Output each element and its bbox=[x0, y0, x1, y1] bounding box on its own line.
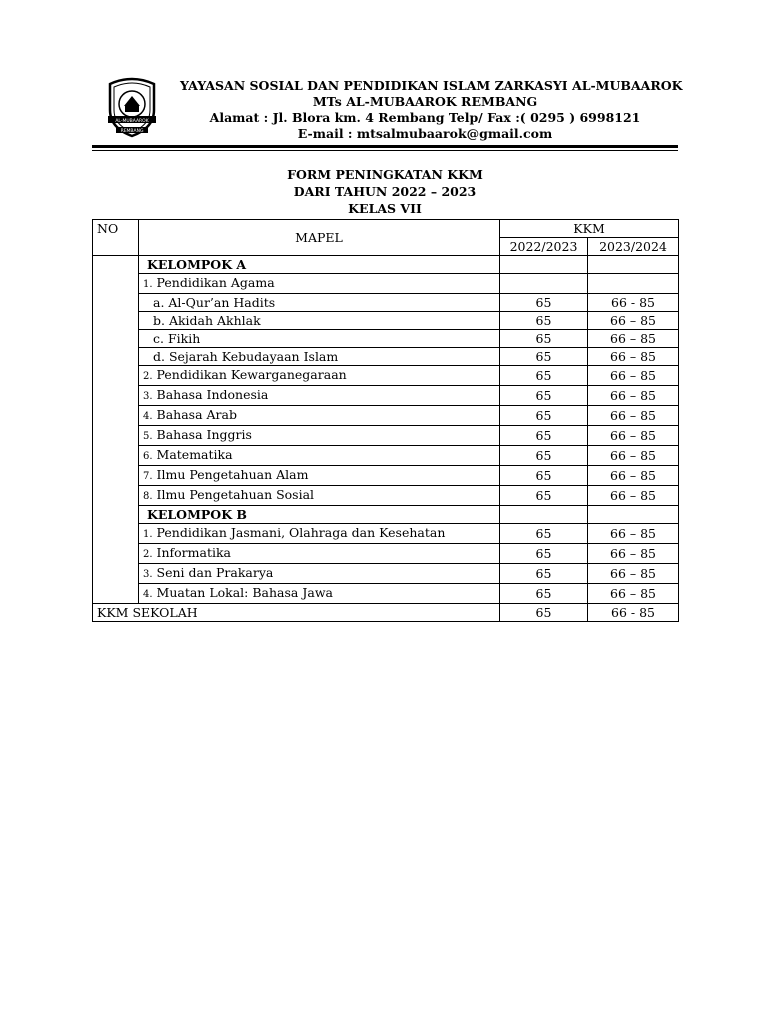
kkm-2022-cell bbox=[500, 506, 588, 524]
form-title-line3: KELAS VII bbox=[348, 201, 422, 216]
subject-cell bbox=[139, 330, 500, 348]
subject-cell bbox=[139, 524, 500, 544]
subject-name: a. Al-Qur’an Hadits bbox=[153, 295, 276, 310]
kkm-2022-cell: 65 bbox=[500, 584, 588, 604]
letterhead bbox=[92, 70, 683, 141]
kkm-2023-cell: 66 – 85 bbox=[588, 584, 679, 604]
table-row bbox=[93, 406, 679, 426]
table-row bbox=[93, 274, 679, 294]
subject-name: Pendidikan Jasmani, Olahraga dan Kesehatan bbox=[156, 525, 446, 540]
school-name: MTs AL-MUBAAROK REMBANG bbox=[312, 94, 538, 109]
kkm-2022-cell: 65 bbox=[500, 466, 588, 486]
letterhead-divider-thick bbox=[92, 145, 678, 148]
kkm-2023-cell: 66 – 85 bbox=[588, 446, 679, 466]
kkm-2023-cell bbox=[588, 274, 679, 294]
kkm-2023-cell: 66 - 85 bbox=[588, 294, 679, 312]
subject-name: c. Fikih bbox=[153, 331, 201, 346]
subject-cell bbox=[139, 486, 500, 506]
kkm-2022-cell bbox=[500, 274, 588, 294]
group-label: KELOMPOK A bbox=[139, 256, 500, 274]
table-row bbox=[93, 330, 679, 348]
kkm-2022-cell bbox=[500, 256, 588, 274]
subject-cell bbox=[139, 544, 500, 564]
subject-name: Informatika bbox=[156, 545, 232, 560]
form-title-line2: DARI TAHUN 2022 – 2023 bbox=[293, 184, 477, 199]
kkm-2022-cell: 65 bbox=[500, 564, 588, 584]
subject-cell bbox=[139, 406, 500, 426]
header-no: NO bbox=[93, 220, 139, 256]
subject-number: 1. bbox=[143, 529, 153, 540]
kkm-2022-cell: 65 bbox=[500, 446, 588, 466]
table-row bbox=[93, 366, 679, 386]
subject-number: 7. bbox=[143, 471, 153, 482]
no-cell bbox=[93, 584, 139, 604]
no-cell bbox=[93, 426, 139, 446]
kkm-2023-cell bbox=[588, 506, 679, 524]
subject-cell bbox=[139, 466, 500, 486]
table-row bbox=[93, 294, 679, 312]
kkm-2022-cell: 65 bbox=[500, 386, 588, 406]
subject-name: b. Akidah Akhlak bbox=[153, 313, 261, 328]
kkm-2023-cell: 66 – 85 bbox=[588, 366, 679, 386]
no-cell bbox=[93, 544, 139, 564]
kkm-2023-cell: 66 – 85 bbox=[588, 564, 679, 584]
subject-name: Pendidikan Agama bbox=[156, 275, 275, 290]
subject-cell bbox=[139, 564, 500, 584]
kkm-2022-cell: 65 bbox=[500, 366, 588, 386]
kkm-2022-cell: 65 bbox=[500, 330, 588, 348]
logo-text-top: AL-MUBAAROK bbox=[115, 119, 149, 124]
subject-cell bbox=[139, 348, 500, 366]
kkm-2023-cell: 66 – 85 bbox=[588, 426, 679, 446]
kkm-2022-cell: 65 bbox=[500, 312, 588, 330]
no-cell bbox=[93, 348, 139, 366]
table-row bbox=[93, 486, 679, 506]
kkm-2022-cell: 65 bbox=[500, 486, 588, 506]
subject-cell bbox=[139, 584, 500, 604]
table-row bbox=[93, 312, 679, 330]
table-row bbox=[93, 426, 679, 446]
subject-name: Ilmu Pengetahuan Sosial bbox=[156, 487, 315, 502]
subject-cell bbox=[139, 366, 500, 386]
kkm-2022-cell: 65 bbox=[500, 544, 588, 564]
no-cell bbox=[93, 564, 139, 584]
table-row bbox=[93, 386, 679, 406]
group-row bbox=[93, 256, 679, 274]
kkm-table bbox=[92, 219, 679, 622]
subject-name: Matematika bbox=[156, 447, 233, 462]
header-year-2022-2023: 2022/2023 bbox=[500, 238, 588, 256]
subject-cell bbox=[139, 294, 500, 312]
subject-number: 8. bbox=[143, 491, 153, 502]
subject-number: 3. bbox=[143, 391, 153, 402]
subject-name: Bahasa Indonesia bbox=[156, 387, 269, 402]
subject-name: d. Sejarah Kebudayaan Islam bbox=[153, 349, 339, 364]
kkm-2022-cell: 65 bbox=[500, 406, 588, 426]
kkm-2023-cell: 66 – 85 bbox=[588, 330, 679, 348]
subject-name: Bahasa Arab bbox=[156, 407, 237, 422]
kkm-2023-cell: 66 – 85 bbox=[588, 386, 679, 406]
header-kkm: KKM bbox=[500, 220, 679, 238]
footer-kkm-2022: 65 bbox=[500, 604, 588, 622]
no-cell bbox=[93, 386, 139, 406]
no-cell bbox=[93, 466, 139, 486]
subject-cell bbox=[139, 446, 500, 466]
subject-name: Seni dan Prakarya bbox=[156, 565, 274, 580]
table-row bbox=[93, 564, 679, 584]
group-row bbox=[93, 506, 679, 524]
subject-name: Bahasa Inggris bbox=[156, 427, 252, 442]
subject-cell bbox=[139, 274, 500, 294]
no-cell bbox=[93, 256, 139, 274]
header-year-2023-2024: 2023/2024 bbox=[588, 238, 679, 256]
letterhead-divider-thin bbox=[92, 150, 678, 151]
subject-name: Muatan Lokal: Bahasa Jawa bbox=[156, 585, 333, 600]
school-logo-icon bbox=[104, 76, 160, 138]
subject-cell bbox=[139, 312, 500, 330]
logo-text-bottom: REMBANG bbox=[120, 129, 144, 134]
footer-row bbox=[93, 604, 679, 622]
kkm-2022-cell: 65 bbox=[500, 524, 588, 544]
subject-cell bbox=[139, 386, 500, 406]
subject-number: 2. bbox=[143, 549, 153, 560]
subject-number: 2. bbox=[143, 371, 153, 382]
no-cell bbox=[93, 366, 139, 386]
kkm-2023-cell: 66 – 85 bbox=[588, 544, 679, 564]
subject-name: Ilmu Pengetahuan Alam bbox=[156, 467, 309, 482]
no-cell bbox=[93, 312, 139, 330]
subject-number: 3. bbox=[143, 569, 153, 580]
kkm-2023-cell: 66 – 85 bbox=[588, 486, 679, 506]
subject-number: 4. bbox=[143, 589, 153, 600]
table-row bbox=[93, 524, 679, 544]
table-row bbox=[93, 446, 679, 466]
subject-cell bbox=[139, 426, 500, 446]
kkm-2022-cell: 65 bbox=[500, 426, 588, 446]
kkm-2023-cell bbox=[588, 256, 679, 274]
no-cell bbox=[93, 330, 139, 348]
header-mapel: MAPEL bbox=[139, 220, 500, 256]
form-title bbox=[92, 166, 678, 217]
table-body bbox=[93, 256, 679, 622]
table-row bbox=[93, 584, 679, 604]
table-row bbox=[93, 466, 679, 486]
subject-number: 1. bbox=[143, 279, 153, 290]
footer-kkm-2023: 66 - 85 bbox=[588, 604, 679, 622]
no-cell bbox=[93, 406, 139, 426]
kkm-2023-cell: 66 – 85 bbox=[588, 466, 679, 486]
no-cell bbox=[93, 486, 139, 506]
no-cell bbox=[93, 294, 139, 312]
kkm-2023-cell: 66 – 85 bbox=[588, 524, 679, 544]
kkm-2022-cell: 65 bbox=[500, 294, 588, 312]
school-address: Alamat : Jl. Blora km. 4 Rembang Telp/ Fax :( 0295 ) 6998121 bbox=[209, 110, 641, 125]
group-label: KELOMPOK B bbox=[139, 506, 500, 524]
no-cell bbox=[93, 274, 139, 294]
foundation-name: YAYASAN SOSIAL DAN PENDIDIKAN ISLAM ZARKASYI AL-MUBAAROK bbox=[180, 78, 683, 93]
school-email: E-mail : mtsalmubaarok@gmail.com bbox=[297, 126, 553, 141]
kkm-2022-cell: 65 bbox=[500, 348, 588, 366]
kkm-2023-cell: 66 – 85 bbox=[588, 406, 679, 426]
subject-number: 5. bbox=[143, 431, 153, 442]
no-cell bbox=[93, 506, 139, 524]
kkm-2023-cell: 66 – 85 bbox=[588, 348, 679, 366]
subject-number: 6. bbox=[143, 451, 153, 462]
subject-name: Pendidikan Kewarganegaraan bbox=[156, 367, 347, 382]
subject-number: 4. bbox=[143, 411, 153, 422]
table-row bbox=[93, 544, 679, 564]
no-cell bbox=[93, 446, 139, 466]
table-row bbox=[93, 348, 679, 366]
no-cell bbox=[93, 524, 139, 544]
kkm-2023-cell: 66 – 85 bbox=[588, 312, 679, 330]
footer-label: KKM SEKOLAH bbox=[93, 604, 500, 622]
form-title-line1: FORM PENINGKATAN KKM bbox=[287, 167, 483, 182]
